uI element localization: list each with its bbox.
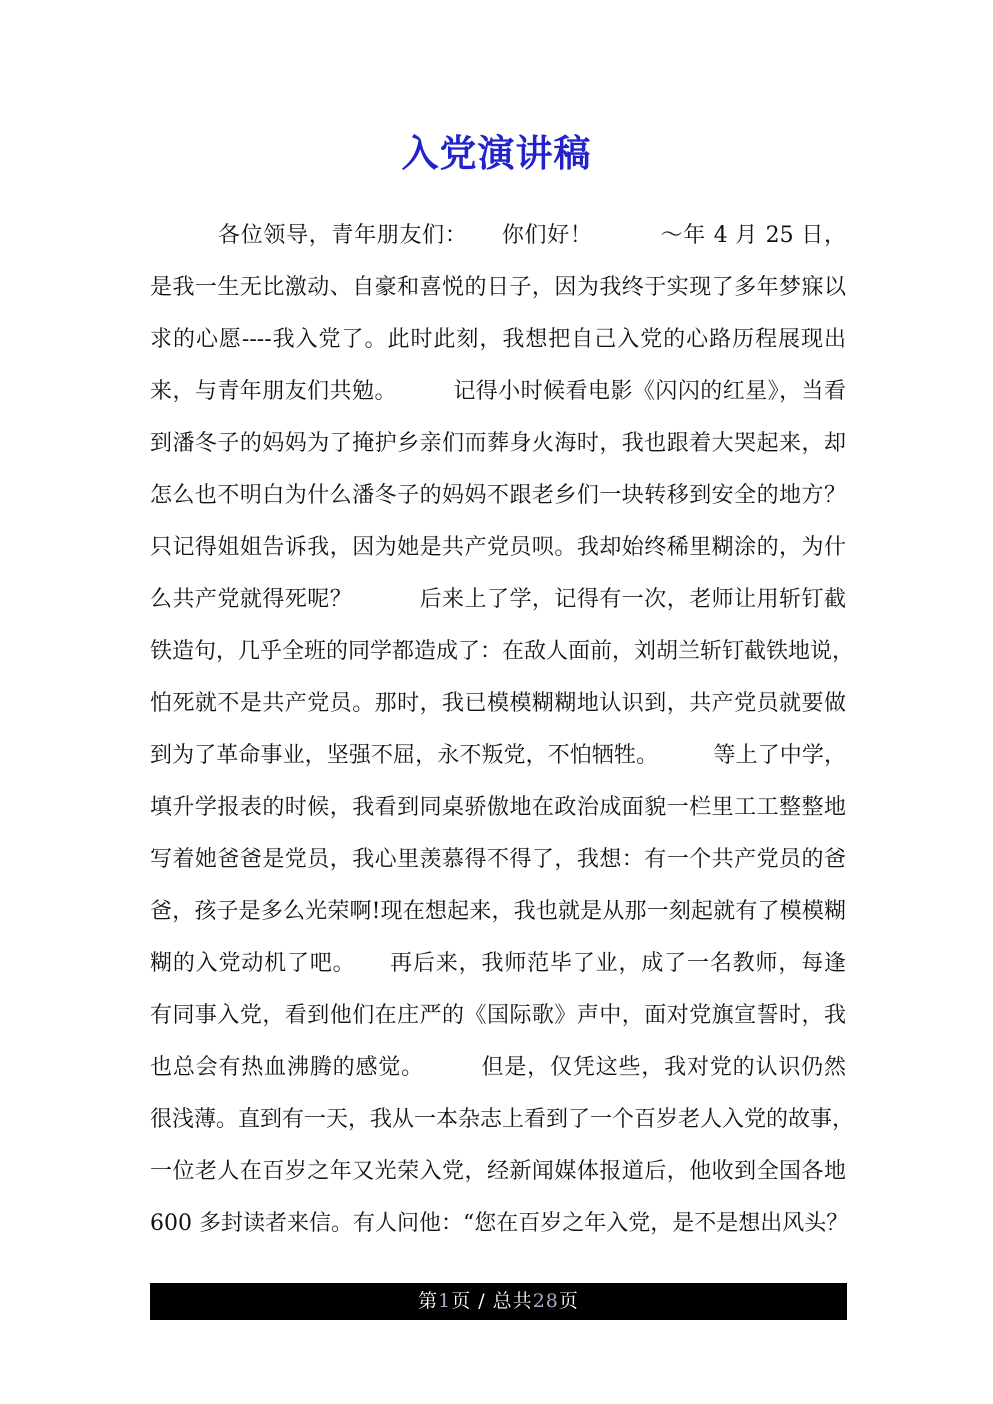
- text-line: 600 多封读者来信。有人问他：“您在百岁之年入党，是不是想出风头？: [150, 1211, 849, 1236]
- footer-prefix: 第: [418, 1290, 439, 1312]
- text-line: 来，与青年朋友们共勉。 记得小时候看电影《闪闪的红星》，当看: [150, 379, 846, 404]
- footer-page-number: 1: [438, 1290, 452, 1312]
- text-line: 糊的入党动机了吧。 再后来，我师范毕了业，成了一名教师，每逢: [150, 951, 846, 976]
- text-line: 填升学报表的时候，我看到同桌骄傲地在政治成面貌一栏里工工整整地: [150, 795, 846, 820]
- text-line: 一位老人在百岁之年又光荣入党，经新闻媒体报道后，他收到全国各地: [150, 1159, 846, 1184]
- text-line: 怎么也不明白为什么潘冬子的妈妈不跟老乡们一块转移到安全的地方？: [150, 483, 846, 508]
- footer-total-pages: 28: [532, 1290, 559, 1312]
- text-line: 是我一生无比激动、自豪和喜悦的日子，因为我终于实现了多年梦寐以: [150, 275, 846, 300]
- text-line: 铁造句，几乎全班的同学都造成了：在敌人面前，刘胡兰斩钉截铁地说，: [150, 639, 855, 664]
- text-line: 各位领导，青年朋友们： 你们好！ ～年 4 月 25 日，: [150, 223, 846, 248]
- text-line: 也总会有热血沸腾的感觉。 但是，仅凭这些，我对党的认识仍然: [150, 1055, 846, 1080]
- text-line: 有同事入党，看到他们在庄严的《国际歌》声中，面对党旗宣誓时，我: [150, 1003, 846, 1028]
- text-line: 到为了革命事业，坚强不屈，永不叛党，不怕牺牲。 等上了中学，: [150, 743, 846, 768]
- text-line: 求的心愿----我入党了。此时此刻，我想把自己入党的心路历程展现出: [150, 327, 846, 352]
- text-line: 只记得姐姐告诉我，因为她是共产党员呗。我却始终稀里糊涂的，为什: [150, 535, 846, 560]
- text-line: 很浅薄。直到有一天，我从一本杂志上看到了一个百岁老人入党的故事，: [150, 1107, 855, 1132]
- document-body: [150, 210, 855, 1250]
- text-line: 怕死就不是共产党员。那时，我已模模糊糊地认识到，共产党员就要做: [150, 691, 846, 716]
- text-line: 么共产党就得死呢？ 后来上了学，记得有一次，老师让用斩钉截: [150, 587, 846, 612]
- text-line: 写着她爸爸是党员，我心里羡慕得不得了，我想：有一个共产党员的爸: [150, 847, 846, 872]
- document-title: 入党演讲稿: [401, 131, 592, 175]
- footer-middle: 页 / 总共: [451, 1290, 533, 1312]
- text-line: 爸，孩子是多么光荣啊!现在想起来，我也就是从那一刻起就有了模模糊: [150, 899, 846, 924]
- text-line: 到潘冬子的妈妈为了掩护乡亲们而葬身火海时，我也跟着大哭起来，却: [150, 431, 846, 456]
- page-footer: [150, 1283, 847, 1320]
- footer-suffix: 页: [558, 1290, 579, 1312]
